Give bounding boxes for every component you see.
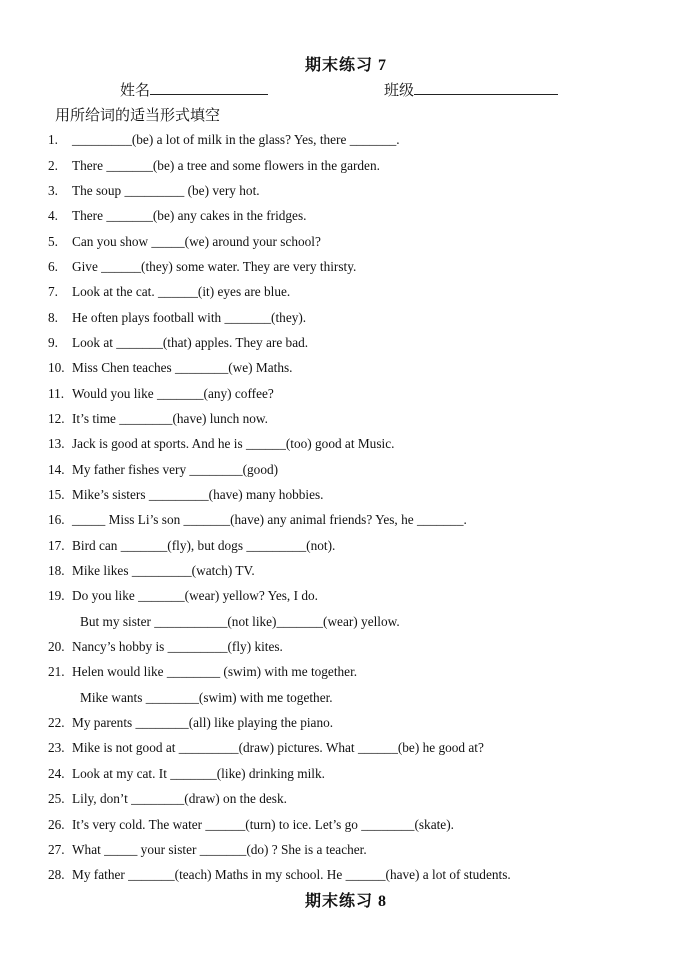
question-number: 2.	[48, 158, 58, 173]
question-number: 24.	[48, 766, 65, 781]
question-number: 11.	[48, 386, 65, 401]
question-number: 14.	[48, 462, 65, 477]
question-text: Do you like _______(wear) yellow? Yes, I do.	[72, 588, 318, 603]
question-number: 25.	[48, 791, 65, 806]
question-number: 18.	[48, 563, 65, 578]
question-text: Look at _______(that) apples. They are bad.	[72, 335, 309, 350]
question-text: What _____ your sister _______(do) ? She is a teacher.	[72, 842, 367, 857]
question-number: 21.	[48, 664, 65, 679]
question-text: Lily, don’t ________(draw) on the desk.	[72, 791, 287, 806]
question-number: 1.	[48, 132, 58, 147]
question-text: Bird can _______(fly), but dogs _________(not).	[72, 538, 336, 553]
question-text: Nancy’s hobby is _________(fly) kites.	[72, 639, 283, 654]
question-text: My parents ________(all) like playing the piano.	[72, 715, 334, 730]
question-continuation	[80, 690, 333, 706]
name-blank	[150, 81, 268, 95]
question-number: 13.	[48, 436, 65, 451]
question-text: Mike is not good at _________(draw) pictures. What ______(be) he good at?	[72, 740, 484, 755]
question-text: _________(be) a lot of milk in the glass? Yes, there _______.	[72, 132, 400, 147]
question-text: It’s very cold. The water ______(turn) to ice. Let’s go ________(skate).	[72, 817, 454, 832]
question-number: 10.	[48, 360, 65, 375]
question-number: 4.	[48, 208, 58, 223]
question-text: Can you show _____(we) around your school?	[72, 234, 321, 249]
question-text: _____ Miss Li’s son _______(have) any animal friends? Yes, he _______.	[72, 512, 467, 527]
question-number: 6.	[48, 259, 58, 274]
question-text: Jack is good at sports. And he is ______(too) good at Music.	[72, 436, 395, 451]
question-number: 3.	[48, 183, 58, 198]
instruction: 用所给词的适当形式填空	[55, 108, 221, 124]
question-continuation	[80, 614, 400, 630]
question-text: He often plays football with _______(they).	[72, 310, 307, 325]
question-text: My father _______(teach) Maths in my school. He ______(have) a lot of students.	[72, 867, 511, 882]
question-number: 5.	[48, 234, 58, 249]
question-text: Miss Chen teaches ________(we) Maths.	[72, 360, 293, 375]
class-blank	[414, 81, 558, 95]
class-field	[384, 79, 558, 100]
question-number: 7.	[48, 284, 58, 299]
question-text: Look at the cat. ______(it) eyes are blue.	[72, 284, 291, 299]
next-section-title: 期末练习 8	[304, 893, 387, 910]
name-field	[120, 79, 268, 100]
question-text: But my sister ___________(not like)_______(wear) yellow.	[80, 614, 400, 629]
question-text: Helen would like ________ (swim) with me together.	[72, 664, 358, 679]
question-text: Would you like _______(any) coffee?	[72, 386, 274, 401]
question-text: It’s time ________(have) lunch now.	[72, 411, 268, 426]
class-label: 班级	[384, 83, 415, 99]
question-number: 22.	[48, 715, 65, 730]
question-number: 9.	[48, 335, 58, 350]
question-text: The soup _________ (be) very hot.	[72, 183, 260, 198]
question-number: 16.	[48, 512, 65, 527]
question-text: Mike likes _________(watch) TV.	[72, 563, 255, 578]
question-text: There _______(be) any cakes in the fridges.	[72, 208, 307, 223]
question-text: Mike’s sisters _________(have) many hobbies.	[72, 487, 324, 502]
question-number: 17.	[48, 538, 65, 553]
question-text: Give ______(they) some water. They are very thirsty.	[72, 259, 357, 274]
question-number: 19.	[48, 588, 65, 603]
question-text: My father fishes very ________(good)	[72, 462, 279, 477]
question-number: 20.	[48, 639, 65, 654]
question-number: 12.	[48, 411, 65, 426]
question-text: Mike wants ________(swim) with me together.	[80, 690, 333, 705]
name-label: 姓名	[120, 83, 151, 99]
page-title: 期末练习 7	[304, 57, 387, 74]
question-text: There _______(be) a tree and some flowers in the garden.	[72, 158, 380, 173]
question-number: 28.	[48, 867, 65, 882]
question-number: 23.	[48, 740, 65, 755]
question-number: 26.	[48, 817, 65, 832]
question-number: 27.	[48, 842, 65, 857]
question-number: 8.	[48, 310, 58, 325]
question-text: Look at my cat. It _______(like) drinking milk.	[72, 766, 325, 781]
question-number: 15.	[48, 487, 65, 502]
